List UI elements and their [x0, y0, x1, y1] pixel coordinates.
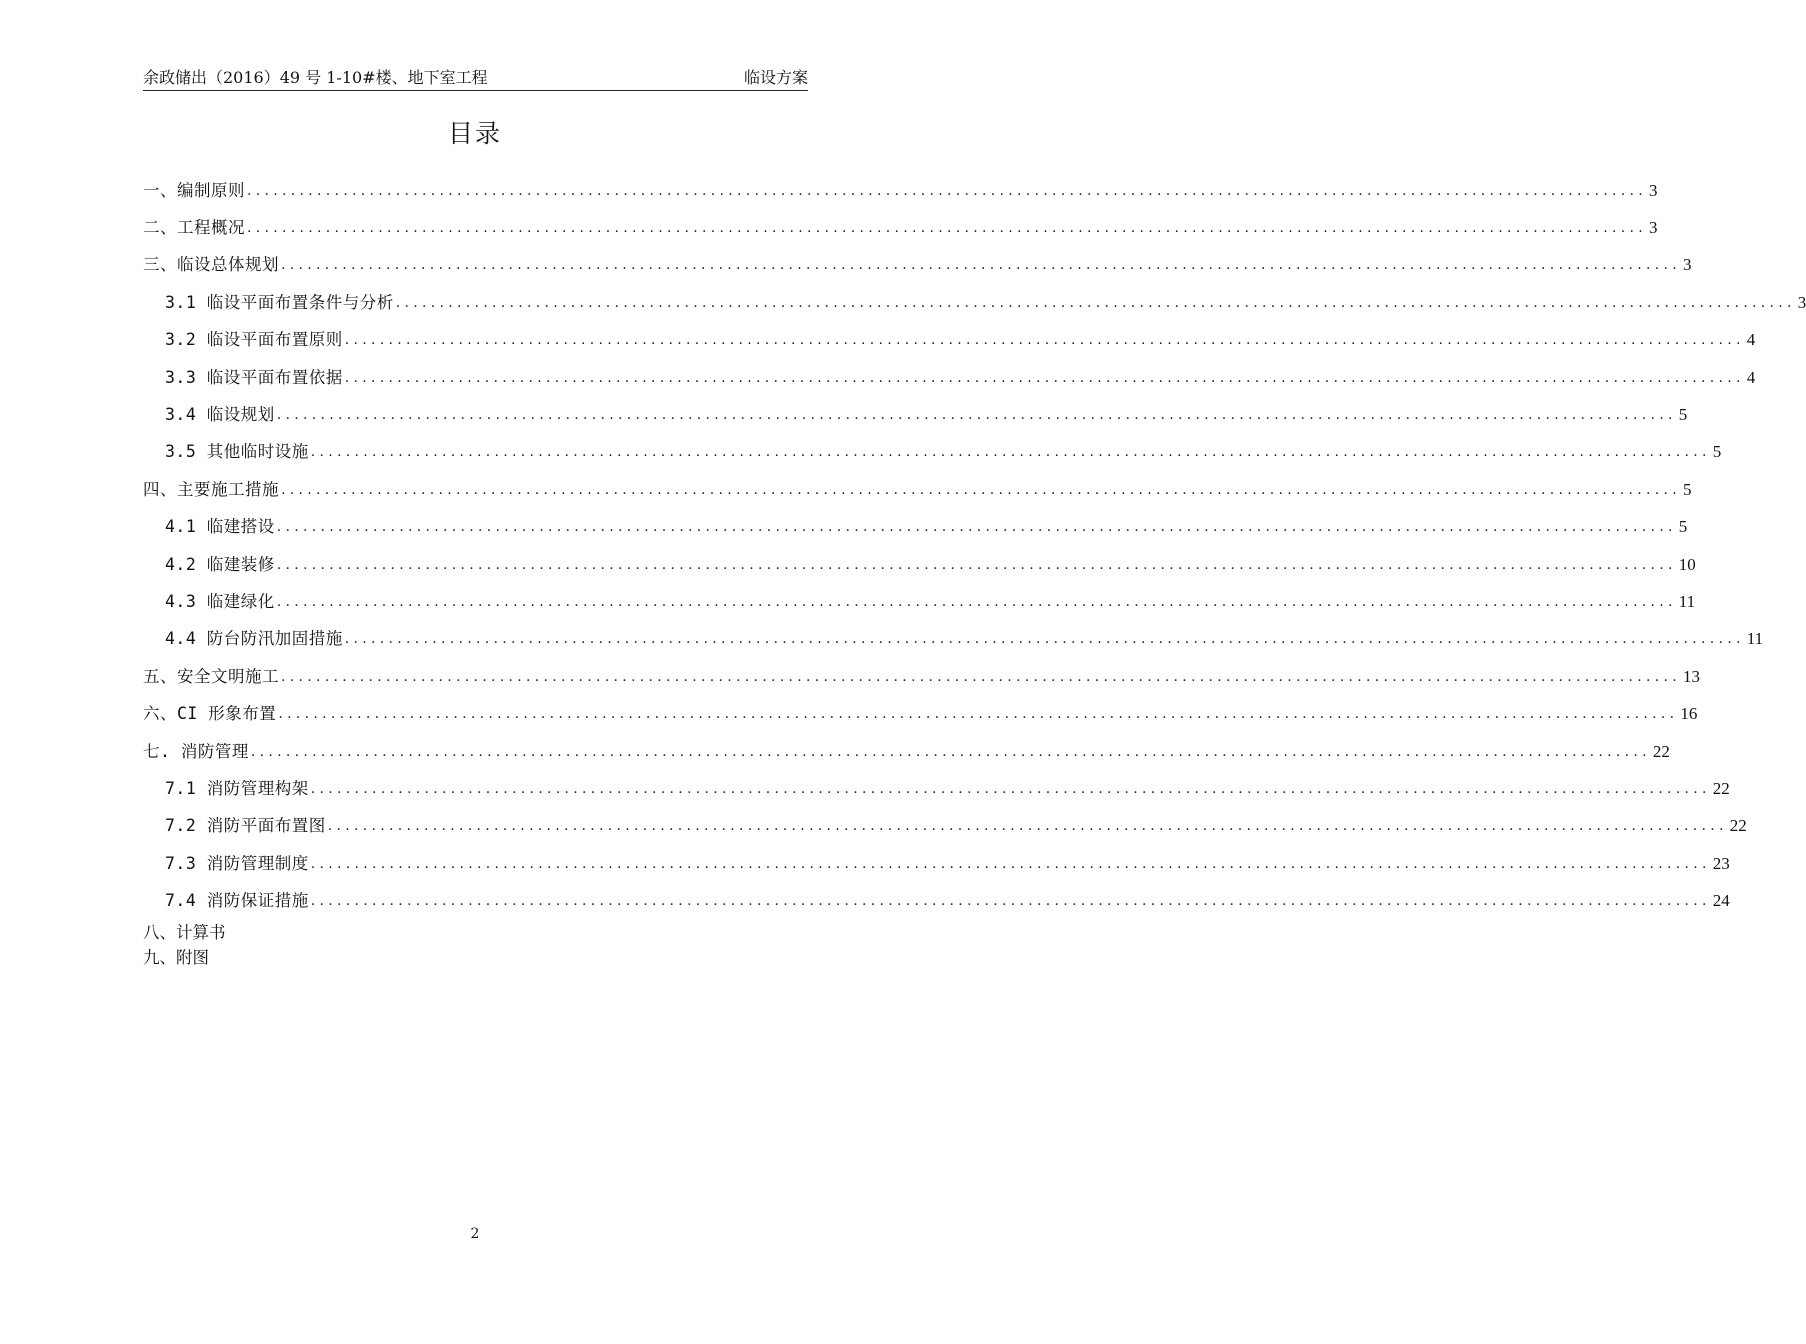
toc-entry[interactable]: [143, 434, 1722, 471]
toc-leader-dots: ................................................................................................................................................................: [281, 668, 1682, 685]
toc-entry[interactable]: [143, 546, 1696, 583]
toc-entry-page: 11: [1746, 629, 1764, 649]
toc-entry[interactable]: [143, 621, 1764, 658]
toc-entry-label: 二、工程概况: [143, 218, 245, 238]
page-header: [143, 66, 808, 91]
toc-leader-dots: ................................................................................................................................................................: [278, 706, 1679, 723]
toc-leader-dots: ................................................................................................................................................................: [310, 444, 1711, 461]
toc-entry-label: 3.1 临设平面布置条件与分析: [165, 292, 394, 312]
toc-entry-label: 7.4 消防保证措施: [165, 891, 309, 911]
toc-entry-page: 13: [1683, 666, 1701, 686]
toc-entry[interactable]: [143, 359, 1756, 396]
toc-entry[interactable]: [143, 284, 1806, 321]
toc-leader-dots: ................................................................................................................................................................: [344, 631, 1745, 648]
toc-entry-label: 四、主要施工措施: [143, 479, 279, 499]
toc-entry-page: 4: [1746, 367, 1756, 387]
toc-entry-label: 一、编制原则: [143, 180, 245, 200]
toc-leader-dots: ................................................................................................................................................................: [344, 332, 1745, 349]
toc-title: 目录: [447, 119, 502, 148]
toc-entry[interactable]: [143, 471, 1692, 508]
toc-entry-label: 7.2 消防平面布置图: [165, 816, 326, 836]
toc-entry-label: 六、CI 形象布置: [143, 704, 277, 724]
toc-entry-page: 23: [1712, 853, 1730, 873]
header-section-title: 临设方案: [743, 68, 808, 87]
toc-entry[interactable]: [143, 172, 1658, 209]
toc-leader-dots: ................................................................................................................................................................: [281, 481, 1682, 498]
toc-entry-page: 5: [1678, 405, 1688, 425]
toc-leader-dots: ................................................................................................................................................................: [247, 182, 1648, 199]
toc-entry[interactable]: [143, 396, 1688, 433]
toc-entry[interactable]: [143, 733, 1670, 770]
toc-entry-page: 5: [1712, 442, 1722, 462]
toc-leader-dots: ................................................................................................................................................................: [310, 893, 1711, 910]
toc-entry[interactable]: [143, 583, 1696, 620]
toc-entry-page: 22: [1712, 778, 1730, 798]
toc-leader-dots: ................................................................................................................................................................: [276, 519, 1677, 536]
toc-entry[interactable]: [143, 770, 1730, 807]
table-of-contents: [143, 172, 1806, 970]
toc-entry[interactable]: [143, 658, 1701, 695]
toc-entry[interactable]: [143, 247, 1692, 284]
toc-entry[interactable]: [143, 808, 1747, 845]
toc-entry-label: 4.3 临建绿化: [165, 591, 275, 611]
toc-entry-page: 3: [1649, 218, 1658, 238]
toc-leader-dots: ................................................................................................................................................................: [310, 780, 1711, 797]
toc-entry-page: 4: [1746, 330, 1756, 350]
toc-entry-page: 22: [1729, 816, 1747, 836]
toc-entry-page: 3: [1649, 180, 1658, 200]
toc-leader-dots: ................................................................................................................................................................: [327, 818, 1728, 835]
toc-entry-label: 7.1 消防管理构架: [165, 778, 309, 798]
toc-leader-dots: ................................................................................................................................................................: [247, 220, 1648, 237]
toc-entry-label: 4.2 临建装修: [165, 554, 275, 574]
page-number: 2: [470, 1226, 480, 1242]
toc-entry-label: 五、安全文明施工: [143, 666, 279, 686]
toc-plain-entry: 九、附图: [143, 947, 209, 967]
toc-entry-page: 11: [1678, 591, 1696, 611]
toc-entry[interactable]: [143, 882, 1730, 919]
toc-leader-dots: ................................................................................................................................................................: [344, 369, 1745, 386]
header-project-title: 余政储出（2016）49 号 1-10#楼、地下室工程: [143, 68, 488, 87]
toc-entry-label: 3.4 临设规划: [165, 405, 275, 425]
toc-entry-label: 7.3 消防管理制度: [165, 853, 309, 873]
toc-entry[interactable]: [143, 209, 1658, 246]
toc-entry-page: 22: [1652, 741, 1670, 761]
toc-entry-label: 3.2 临设平面布置原则: [165, 330, 343, 350]
toc-entry[interactable]: [143, 845, 1730, 882]
toc-entry-page: 5: [1678, 517, 1688, 537]
toc-entry-page: 3: [1797, 292, 1806, 312]
toc-leader-dots: ................................................................................................................................................................: [276, 556, 1677, 573]
toc-entry-label: 3.5 其他临时设施: [165, 442, 309, 462]
toc-entry[interactable]: [143, 322, 1756, 359]
toc-entry-page: 10: [1678, 554, 1696, 574]
toc-entry-page: 5: [1683, 479, 1692, 499]
toc-leader-dots: ................................................................................................................................................................: [395, 294, 1796, 311]
toc-entry-page: 3: [1683, 255, 1692, 275]
toc-leader-dots: ................................................................................................................................................................: [276, 593, 1677, 610]
toc-plain-entry: 八、计算书: [143, 922, 226, 942]
toc-entry-label: 七. 消防管理: [143, 741, 249, 761]
toc-entry-label: 三、临设总体规划: [143, 255, 279, 275]
toc-entry-page: 16: [1680, 704, 1698, 724]
toc-entry-page: 24: [1712, 891, 1730, 911]
toc-leader-dots: ................................................................................................................................................................: [250, 743, 1651, 760]
toc-entry[interactable]: [143, 509, 1688, 546]
toc-entry-label: 4.1 临建搭设: [165, 517, 275, 537]
toc-leader-dots: ................................................................................................................................................................: [276, 407, 1677, 424]
toc-entry-label: 3.3 临设平面布置依据: [165, 367, 343, 387]
toc-leader-dots: ................................................................................................................................................................: [281, 257, 1682, 274]
toc-entry-label: 4.4 防台防汛加固措施: [165, 629, 343, 649]
toc-leader-dots: ................................................................................................................................................................: [310, 855, 1711, 872]
toc-entry[interactable]: [143, 695, 1698, 732]
